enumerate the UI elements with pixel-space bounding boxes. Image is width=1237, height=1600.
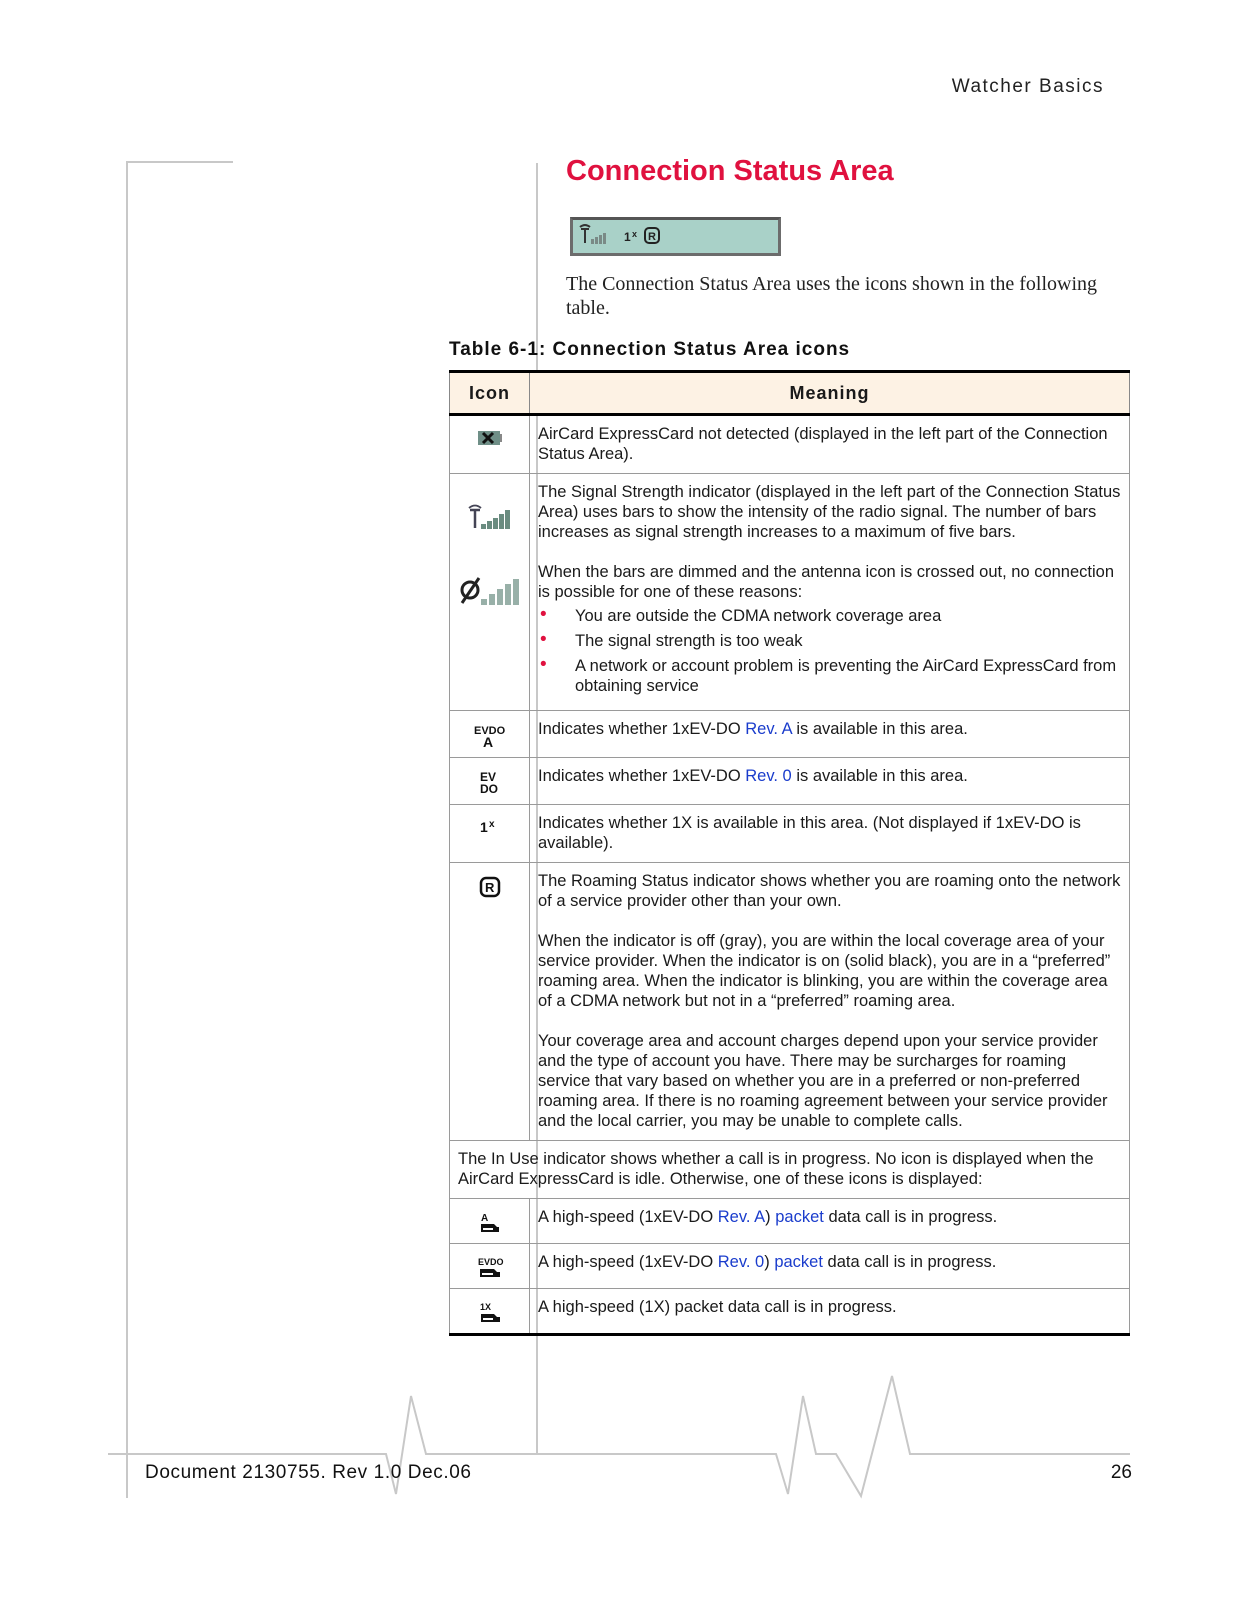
connection-status-icons-table — [449, 370, 1130, 1336]
rev-0-link[interactable]: Rev. 0 — [717, 1253, 765, 1271]
table-row — [450, 474, 1130, 711]
svg-text:1: 1 — [624, 230, 631, 244]
svg-text:A: A — [482, 734, 493, 749]
call-rev-0-text-post: data call is in progress. — [822, 1253, 997, 1271]
svg-text:R: R — [648, 231, 656, 243]
no-signal-icon — [459, 576, 521, 608]
icon-cell — [450, 805, 530, 863]
icon-cell — [450, 1244, 530, 1289]
rev-a-text-post: is available in this area. — [791, 720, 968, 738]
card-not-detected-icon — [476, 428, 504, 448]
icon-cell — [450, 1289, 530, 1335]
roaming-icon — [645, 228, 659, 243]
icon-cell — [450, 711, 530, 758]
icon-column-header: Icon — [450, 372, 530, 415]
list-item: • A network or account problem is preventing the AirCard ExpressCard from obtaining service — [538, 656, 1121, 696]
table-row — [450, 805, 1130, 863]
in-use-1x-icon — [477, 1301, 503, 1325]
rev-a-text-pre: Indicates whether 1xEV-DO — [538, 720, 746, 738]
in-use-rev-0-icon — [476, 1256, 504, 1280]
rev-0-link[interactable]: Rev. 0 — [745, 767, 792, 785]
icon-cell — [450, 474, 530, 711]
meaning-column-header: Meaning — [530, 372, 1130, 415]
list-item: • You are outside the CDMA network coverage area — [538, 606, 1121, 626]
meaning-cell — [530, 1199, 1130, 1244]
roaming-charges-note: Your coverage area and account charges depend upon your service provider and the type of account you have. There may be surcharges for roaming service that vary based on whether you are in a preferred or non-preferred roaming area. If there is no roaming agreement between your service provider and the local carrier, you may be unable to complete calls. — [538, 1032, 1108, 1130]
svg-text:x: x — [488, 819, 495, 830]
table-row — [450, 711, 1130, 758]
evdo-rev-0-icon — [477, 770, 503, 796]
packet-link[interactable]: packet — [774, 1253, 823, 1271]
table-row — [450, 1244, 1130, 1289]
list-item: • The signal strength is too weak — [538, 631, 1121, 651]
meaning-cell — [530, 863, 1130, 1141]
svg-text:EVDO: EVDO — [477, 1257, 504, 1267]
meaning-cell: AirCard ExpressCard not detected (displayed in the left part of the Connection Status Area). — [530, 415, 1130, 474]
signal-description: The Signal Strength indicator (displayed in the left part of the Connection Status Area) uses bars to show the intensity of the radio signal. The number of bars increases as signal strength increases to a maximum of five bars. — [538, 483, 1121, 541]
svg-text:A: A — [480, 1213, 488, 1224]
running-header: Watcher Basics — [951, 76, 1104, 97]
footer-heartbeat-line — [108, 1370, 1130, 1510]
svg-text:1X: 1X — [479, 1302, 491, 1312]
connection-status-area-screenshot — [570, 217, 781, 256]
call-rev-0-text-mid: ) — [764, 1253, 775, 1271]
meaning-cell — [530, 1244, 1130, 1289]
call-rev-a-text-mid: ) — [765, 1208, 776, 1226]
table-header-row — [450, 372, 1130, 415]
intro-paragraph: The Connection Status Area uses the icons shown in the following table. — [566, 273, 1098, 319]
svg-text:EVDO: EVDO — [473, 725, 505, 737]
rev-a-link[interactable]: Rev. A — [745, 720, 792, 738]
meaning-cell: A high-speed (1X) packet data call is in progress. — [530, 1289, 1130, 1335]
icon-cell — [450, 1199, 530, 1244]
svg-text:DO: DO — [479, 782, 498, 796]
packet-link[interactable]: packet — [775, 1208, 824, 1226]
section-title: Connection Status Area — [566, 155, 894, 187]
table-row — [450, 1199, 1130, 1244]
roaming-icon — [478, 875, 502, 899]
svg-text:EV: EV — [479, 770, 496, 784]
svg-text:1: 1 — [479, 819, 488, 835]
svg-text:x: x — [632, 229, 638, 239]
table-row — [450, 863, 1130, 1141]
1x-icon — [624, 229, 637, 244]
page-number: 26 — [1110, 1462, 1132, 1483]
signal-no-connection-text: When the bars are dimmed and the antenna icon is crossed out, no connection is possible for one of these reasons: — [538, 563, 1115, 601]
meaning-cell — [530, 474, 1130, 711]
table-row — [450, 1141, 1130, 1199]
1x-icon — [477, 817, 503, 835]
table-row — [450, 415, 1130, 474]
rev-a-link[interactable]: Rev. A — [717, 1208, 766, 1226]
table-caption: Table 6-1: Connection Status Area icons — [449, 339, 851, 360]
reasons-list — [538, 606, 1121, 696]
meaning-cell — [530, 758, 1130, 805]
roaming-description: The Roaming Status indicator shows whether you are roaming onto the network of a service provider other than your own. — [538, 872, 1121, 910]
svg-text:R: R — [484, 880, 494, 895]
footer-document-id: Document 2130755. Rev 1.0 Dec.06 — [145, 1462, 472, 1483]
table-row — [450, 1289, 1130, 1335]
call-rev-a-text-post: data call is in progress. — [823, 1208, 998, 1226]
icon-cell — [450, 758, 530, 805]
meaning-cell: Indicates whether 1X is available in this area. (Not displayed if 1xEV-DO is available). — [530, 805, 1130, 863]
rev-0-text-pre: Indicates whether 1xEV-DO — [538, 767, 746, 785]
roaming-indicator-states: When the indicator is off (gray), you are within the local coverage area of your service provider. When the indicator is on (solid black), you are in a “preferred” roaming area. When the indicator is blinking, you are within the coverage area of a CDMA network but not in a “preferred” roaming area. — [538, 932, 1111, 1010]
signal-strength-icon — [580, 225, 606, 244]
evdo-rev-a-icon — [473, 723, 507, 749]
frame-left-line — [126, 161, 128, 1498]
icon-cell — [450, 415, 530, 474]
signal-strength-icon — [467, 504, 513, 532]
call-rev-a-text-pre: A high-speed (1xEV-DO — [538, 1208, 718, 1226]
in-use-description: The In Use indicator shows whether a call is in progress. No icon is displayed when the AirCard ExpressCard is idle. Otherwise, one of these icons is displayed: — [450, 1141, 1130, 1199]
frame-top-line — [126, 161, 233, 163]
call-rev-0-text-pre: A high-speed (1xEV-DO — [538, 1253, 718, 1271]
icon-cell — [450, 863, 530, 1141]
meaning-cell — [530, 711, 1130, 758]
rev-0-text-post: is available in this area. — [791, 767, 968, 785]
in-use-rev-a-icon — [477, 1211, 503, 1235]
table-row — [450, 758, 1130, 805]
